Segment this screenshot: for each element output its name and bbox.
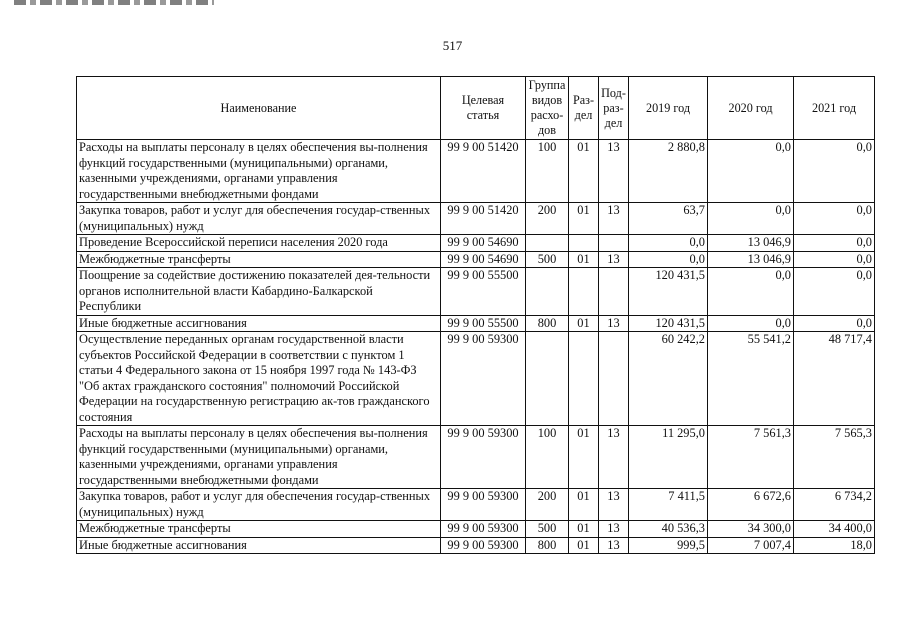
row-subsection: 13 — [599, 521, 629, 538]
row-expense-group: 500 — [526, 251, 569, 268]
row-value-2019: 2 880,8 — [629, 140, 708, 203]
row-value-2021: 0,0 — [794, 203, 875, 235]
header-section: Раз- дел — [569, 77, 599, 140]
row-target-article: 99 9 00 51420 — [441, 140, 526, 203]
row-name: Поощрение за содействие достижению показателей дея-тельности органов исполнительной власти Кабардино-Балкарской Республики — [77, 268, 441, 316]
row-name: Иные бюджетные ассигнования — [77, 315, 441, 332]
row-section: 01 — [569, 315, 599, 332]
row-subsection: 13 — [599, 537, 629, 554]
table-row — [77, 235, 875, 252]
table-row — [77, 521, 875, 538]
row-section: 01 — [569, 140, 599, 203]
table-row — [77, 268, 875, 316]
page-number: 517 — [442, 38, 463, 53]
row-section: 01 — [569, 537, 599, 554]
row-subsection: 13 — [599, 426, 629, 489]
row-value-2021: 18,0 — [794, 537, 875, 554]
row-value-2020: 7 561,3 — [708, 426, 794, 489]
row-section: 01 — [569, 203, 599, 235]
row-value-2020: 6 672,6 — [708, 489, 794, 521]
row-name: Расходы на выплаты персоналу в целях обеспечения вы-полнения функций государственными (муниципальными) органами, казенными учреждениями, органами управления государственными внебюджетными фондами — [77, 140, 441, 203]
header-row — [77, 77, 875, 140]
row-expense-group: 100 — [526, 140, 569, 203]
row-value-2020: 0,0 — [708, 315, 794, 332]
row-name: Иные бюджетные ассигнования — [77, 537, 441, 554]
table-row — [77, 140, 875, 203]
row-value-2021: 0,0 — [794, 251, 875, 268]
table-row — [77, 489, 875, 521]
row-name: Расходы на выплаты персоналу в целях обеспечения вы-полнения функций государственными (муниципальными) органами, казенными учреждениями, органами управления государственными внебюджетными фондами — [77, 426, 441, 489]
row-expense-group: 200 — [526, 489, 569, 521]
row-expense-group — [526, 235, 569, 252]
row-target-article: 99 9 00 51420 — [441, 203, 526, 235]
row-target-article: 99 9 00 54690 — [441, 235, 526, 252]
row-value-2020: 13 046,9 — [708, 235, 794, 252]
row-value-2019: 0,0 — [629, 251, 708, 268]
row-name: Межбюджетные трансферты — [77, 251, 441, 268]
row-expense-group — [526, 332, 569, 426]
header-subsection: Под- раз- дел — [599, 77, 629, 140]
table-row — [77, 332, 875, 426]
budget-table — [76, 76, 875, 554]
row-name: Осуществление переданных органам государственной власти субъектов Российской Федерации в соответствии с пунктом 1 статьи 4 Федерального закона от 15 ноября 1997 года № 143-ФЗ "Об актах гражданского состояния" полномочий Российской Федерации на государственную регистрацию ак-тов гражданского состояния — [77, 332, 441, 426]
row-subsection: 13 — [599, 251, 629, 268]
row-value-2020: 13 046,9 — [708, 251, 794, 268]
row-target-article: 99 9 00 59300 — [441, 521, 526, 538]
row-target-article: 99 9 00 59300 — [441, 426, 526, 489]
row-value-2021: 6 734,2 — [794, 489, 875, 521]
row-value-2019: 7 411,5 — [629, 489, 708, 521]
row-value-2019: 120 431,5 — [629, 268, 708, 316]
row-value-2020: 0,0 — [708, 140, 794, 203]
row-name: Закупка товаров, работ и услуг для обеспечения государ-ственных (муниципальных) нужд — [77, 489, 441, 521]
row-value-2021: 0,0 — [794, 140, 875, 203]
row-section — [569, 268, 599, 316]
row-subsection: 13 — [599, 315, 629, 332]
row-expense-group: 800 — [526, 315, 569, 332]
row-value-2020: 7 007,4 — [708, 537, 794, 554]
header-year-2021: 2021 год — [794, 77, 875, 140]
row-value-2019: 63,7 — [629, 203, 708, 235]
row-target-article: 99 9 00 59300 — [441, 489, 526, 521]
row-target-article: 99 9 00 55500 — [441, 268, 526, 316]
row-target-article: 99 9 00 59300 — [441, 332, 526, 426]
row-section — [569, 332, 599, 426]
row-value-2019: 120 431,5 — [629, 315, 708, 332]
row-section: 01 — [569, 426, 599, 489]
row-value-2019: 999,5 — [629, 537, 708, 554]
row-value-2020: 0,0 — [708, 268, 794, 316]
row-expense-group: 100 — [526, 426, 569, 489]
row-value-2019: 11 295,0 — [629, 426, 708, 489]
row-subsection — [599, 332, 629, 426]
row-expense-group: 200 — [526, 203, 569, 235]
row-value-2021: 0,0 — [794, 268, 875, 316]
row-target-article: 99 9 00 59300 — [441, 537, 526, 554]
table-row — [77, 315, 875, 332]
header-year-2019: 2019 год — [629, 77, 708, 140]
row-value-2020: 0,0 — [708, 203, 794, 235]
row-name: Межбюджетные трансферты — [77, 521, 441, 538]
row-name: Закупка товаров, работ и услуг для обеспечения государ-ственных (муниципальных) нужд — [77, 203, 441, 235]
scan-artifact — [14, 0, 214, 5]
row-target-article: 99 9 00 55500 — [441, 315, 526, 332]
row-expense-group: 500 — [526, 521, 569, 538]
row-value-2019: 40 536,3 — [629, 521, 708, 538]
row-expense-group — [526, 268, 569, 316]
table-row — [77, 426, 875, 489]
header-expense-group: Группа видов расхо- дов — [526, 77, 569, 140]
row-subsection — [599, 268, 629, 316]
row-value-2021: 0,0 — [794, 235, 875, 252]
row-section: 01 — [569, 489, 599, 521]
row-value-2020: 55 541,2 — [708, 332, 794, 426]
row-section — [569, 235, 599, 252]
row-value-2021: 48 717,4 — [794, 332, 875, 426]
row-value-2019: 0,0 — [629, 235, 708, 252]
row-value-2020: 34 300,0 — [708, 521, 794, 538]
row-value-2021: 34 400,0 — [794, 521, 875, 538]
header-name: Наименование — [77, 77, 441, 140]
row-target-article: 99 9 00 54690 — [441, 251, 526, 268]
row-section: 01 — [569, 521, 599, 538]
row-expense-group: 800 — [526, 537, 569, 554]
row-subsection: 13 — [599, 140, 629, 203]
row-value-2021: 7 565,3 — [794, 426, 875, 489]
row-name: Проведение Всероссийской переписи населения 2020 года — [77, 235, 441, 252]
table-row — [77, 537, 875, 554]
table-row — [77, 251, 875, 268]
row-section: 01 — [569, 251, 599, 268]
table-row — [77, 203, 875, 235]
row-subsection: 13 — [599, 489, 629, 521]
row-value-2021: 0,0 — [794, 315, 875, 332]
row-value-2019: 60 242,2 — [629, 332, 708, 426]
header-target-article: Целевая статья — [441, 77, 526, 140]
row-subsection — [599, 235, 629, 252]
row-subsection: 13 — [599, 203, 629, 235]
header-year-2020: 2020 год — [708, 77, 794, 140]
